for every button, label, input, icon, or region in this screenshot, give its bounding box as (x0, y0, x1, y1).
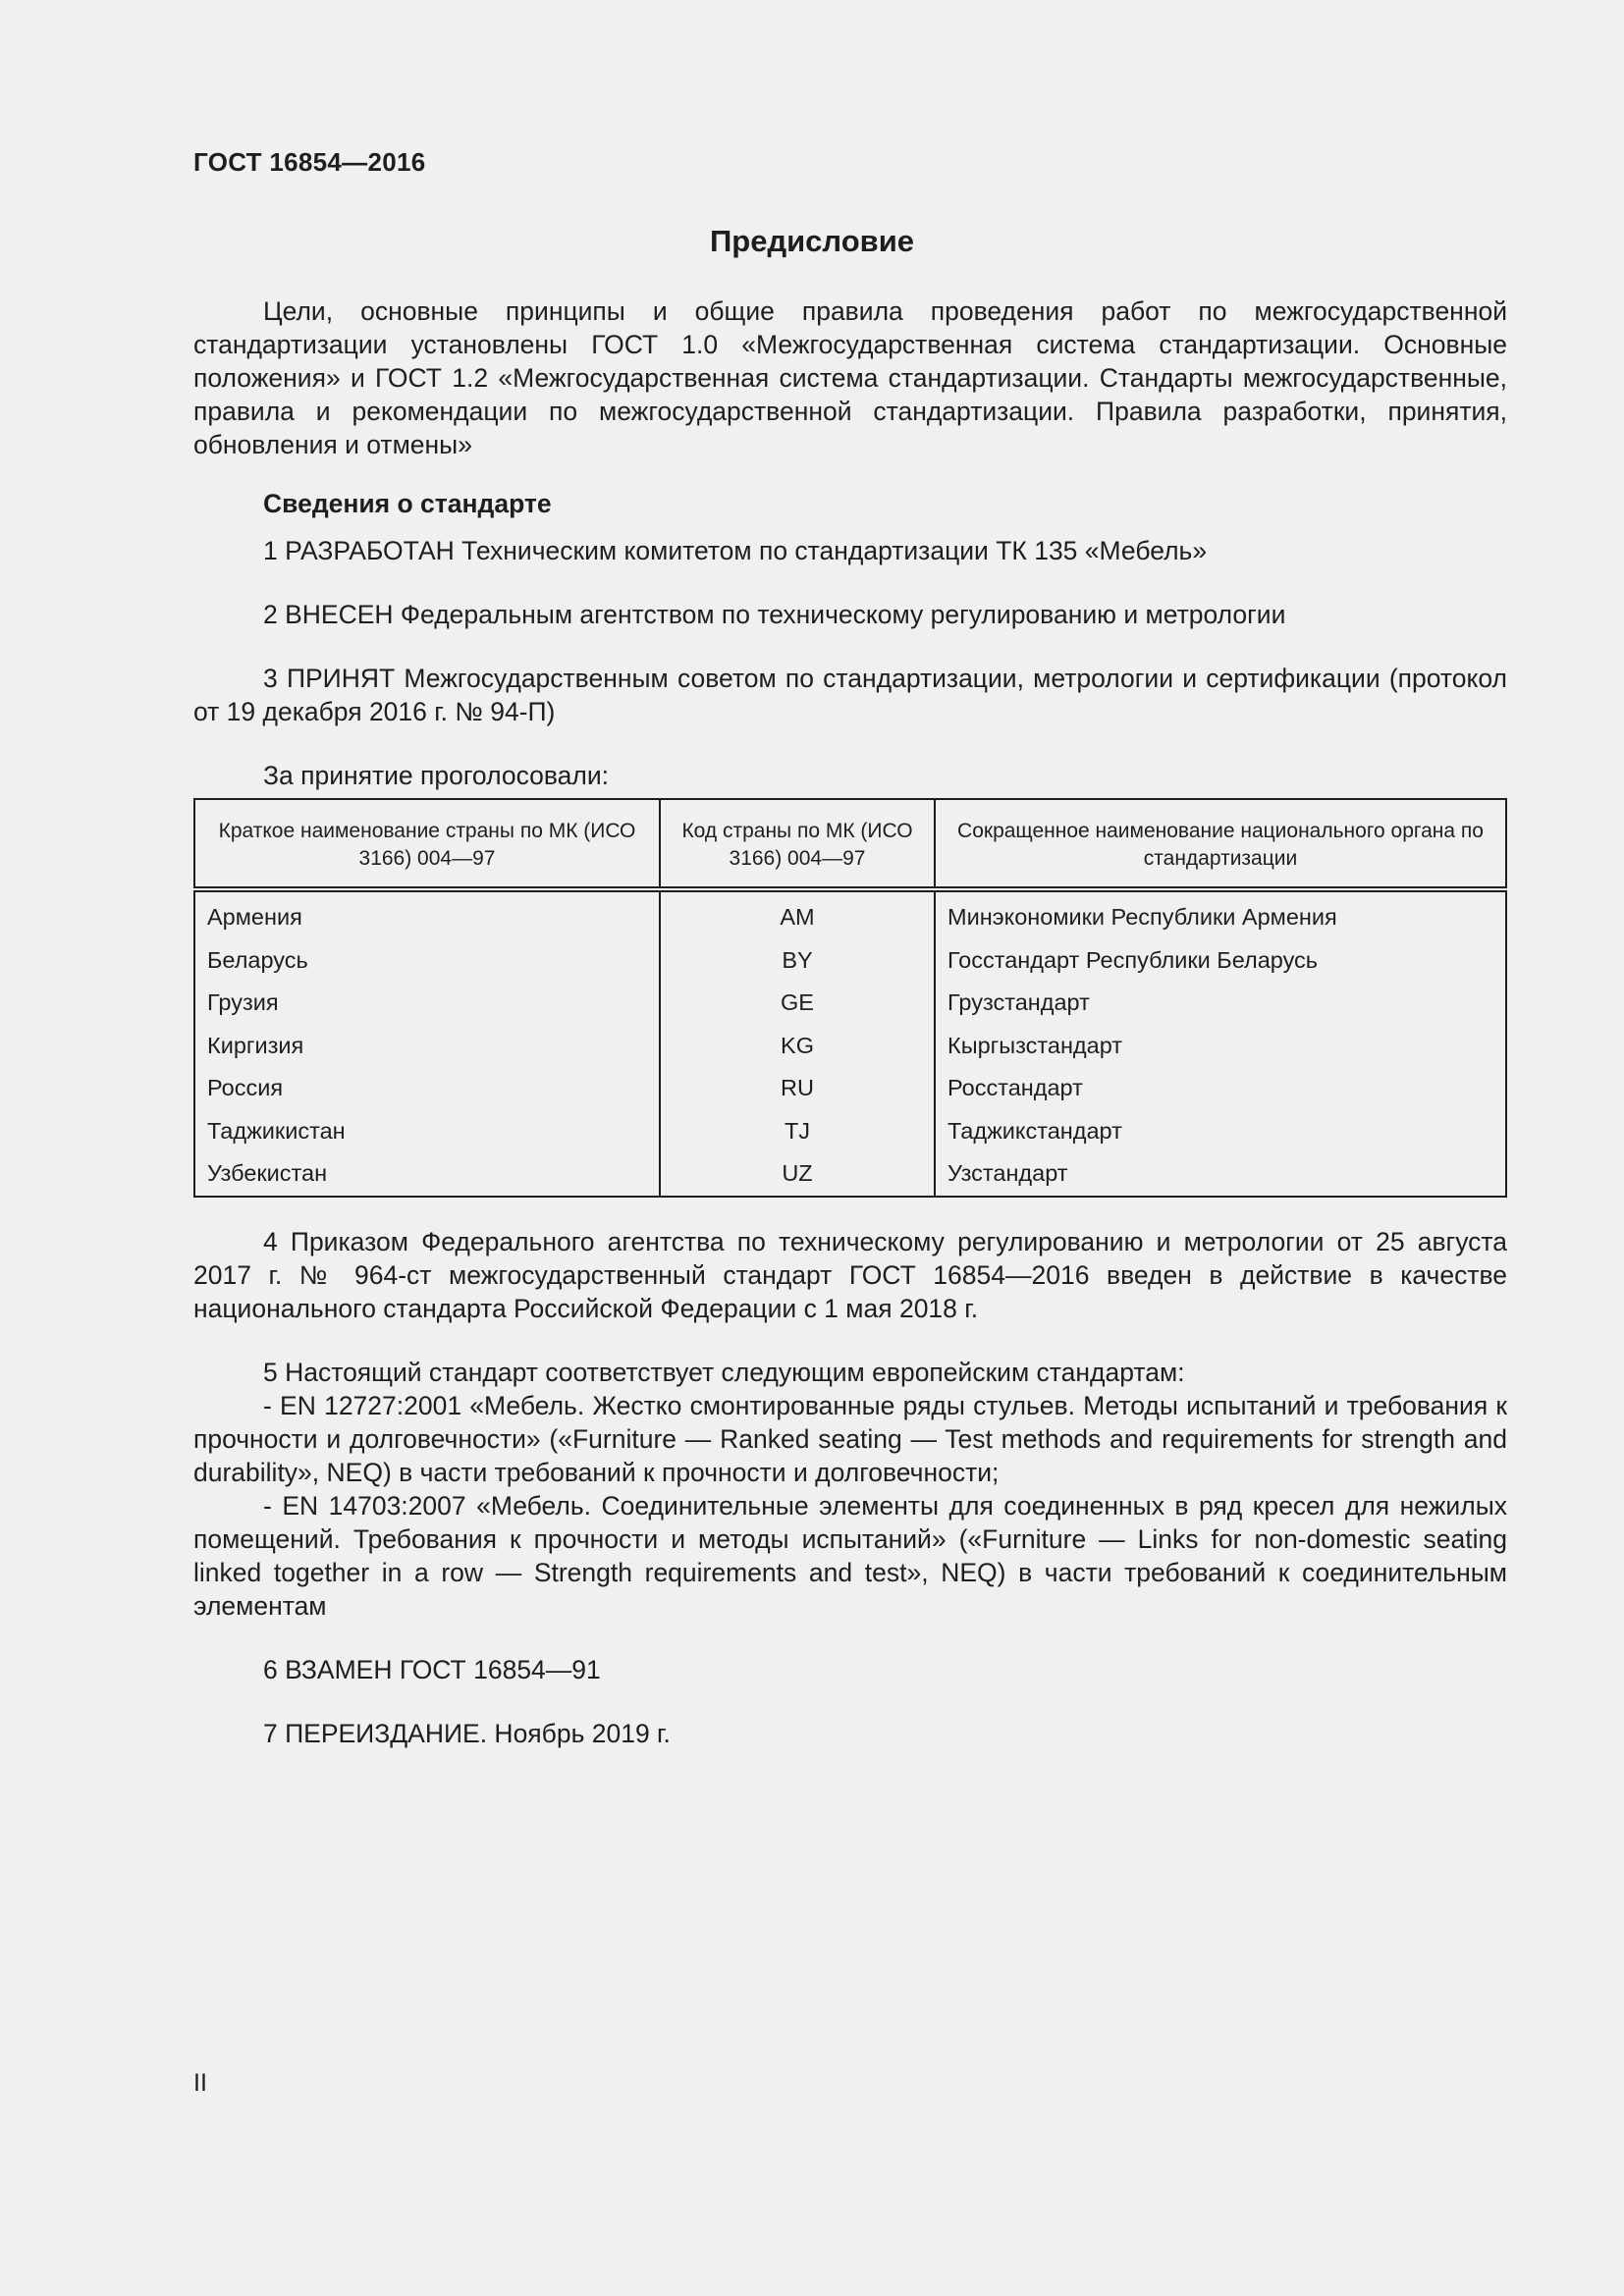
table-row (194, 1067, 1506, 1110)
item-4: 4 Приказом Федерального агентства по техническому регулированию и метрологии от 25 августа 2017 г. № 964-ст межгосударственный стандарт ГОСТ 16854—2016 введен в действие в качестве национального стандарта Российской Федерации с 1 мая 2018 г. (193, 1226, 1507, 1323)
item-1: 1 РАЗРАБОТАН Техническим комитетом по стандартизации ТК 135 «Мебель» (263, 536, 1208, 565)
page-number: II (193, 2069, 207, 2097)
section-title: Предисловие (709, 224, 914, 258)
item-2: 2 ВНЕСЕН Федеральным агентством по техническому регулированию и метрологии (263, 600, 1286, 629)
national-body: Госстандарт Республики Беларусь (947, 946, 1319, 973)
item-5-standard-b: - EN 14703:2007 «Мебель. Соединительные элементы для соединенных в ряд кресел для нежилых помещений. Требования к прочности и методы испытаний» («Furniture — Links for non-domestic seating linked together in a row — Strength requirements and test», NEQ) в части требований к соединительным элементам (193, 1490, 1507, 1621)
header-country-name: Краткое наименование страны по МК (ИСО 3166) 004—97 (194, 799, 660, 889)
country-code: GE (660, 982, 935, 1025)
intro-paragraph: Цели, основные принципы и общие правила проведения работ по межгосударственной стандартизации установлены ГОСТ 1.0 «Межгосударственная система стандартизации. Основные положения» и ГОСТ 1.2 «Межгосударственная система стандартизации. Стандарты межгосударственные, правила и рекомендации по межгосударственной стандартизации. Правила разработки, принятия, обновления и отмены» (193, 296, 1507, 459)
vote-intro: За принятие проголосовали: (263, 761, 610, 790)
country-code: RU (660, 1067, 935, 1110)
header-country-code: Код страны по МК (ИСО 3166) 004—97 (660, 799, 935, 889)
country-code: UZ (660, 1152, 935, 1197)
table-row (194, 1025, 1506, 1068)
table-row (194, 939, 1506, 983)
national-body: Кыргызстандарт (947, 1032, 1123, 1058)
item-7: 7 ПЕРЕИЗДАНИЕ. Ноябрь 2019 г. (263, 1718, 671, 1748)
country-name: Россия (194, 1067, 660, 1110)
table-row (194, 1152, 1506, 1197)
item-3: 3 ПРИНЯТ Межгосударственным советом по стандартизации, метрологии и сертификации (протокол от 19 декабря 2016 г. № 94-П) (193, 664, 1507, 726)
document-number-header: ГОСТ 16854—2016 (193, 147, 426, 177)
foreword-content (193, 294, 1507, 1750)
national-body: Таджикстандарт (947, 1117, 1122, 1144)
table-row (194, 982, 1506, 1025)
country-name: Беларусь (194, 939, 660, 983)
table-row (194, 889, 1506, 939)
table-header-row (194, 799, 1506, 889)
country-name: Киргизия (194, 1025, 660, 1068)
national-body: Узстандарт (947, 1160, 1068, 1186)
item-6: 6 ВЗАМЕН ГОСТ 16854—91 (263, 1654, 601, 1684)
country-name: Таджикистан (194, 1110, 660, 1153)
table-row (194, 1110, 1506, 1153)
country-name: Узбекистан (194, 1152, 660, 1197)
header-national-body: Сокращенное наименование национального органа по стандартизации (935, 799, 1506, 889)
country-code: TJ (660, 1110, 935, 1153)
country-code: BY (660, 939, 935, 983)
country-name: Грузия (194, 982, 660, 1025)
national-body: Минэкономики Республики Армения (947, 904, 1337, 930)
national-body: Грузстандарт (947, 989, 1090, 1015)
voting-table (193, 798, 1507, 1198)
item-5-standard-a: - EN 12727:2001 «Мебель. Жестко смонтированные ряды стульев. Методы испытаний и требования к прочности и долговечности» («Furniture — Ranked seating — Test methods and requirements for strength and durability», NEQ) в части требований к прочности и долговечности; (193, 1390, 1507, 1487)
info-heading: Сведения о стандарте (263, 489, 552, 518)
country-code: KG (660, 1025, 935, 1068)
national-body: Росстандарт (947, 1075, 1083, 1100)
country-code: AM (660, 889, 935, 939)
country-name: Армения (194, 889, 660, 939)
item-5: 5 Настоящий стандарт соответствует следующим европейским стандартам: (263, 1357, 1185, 1387)
